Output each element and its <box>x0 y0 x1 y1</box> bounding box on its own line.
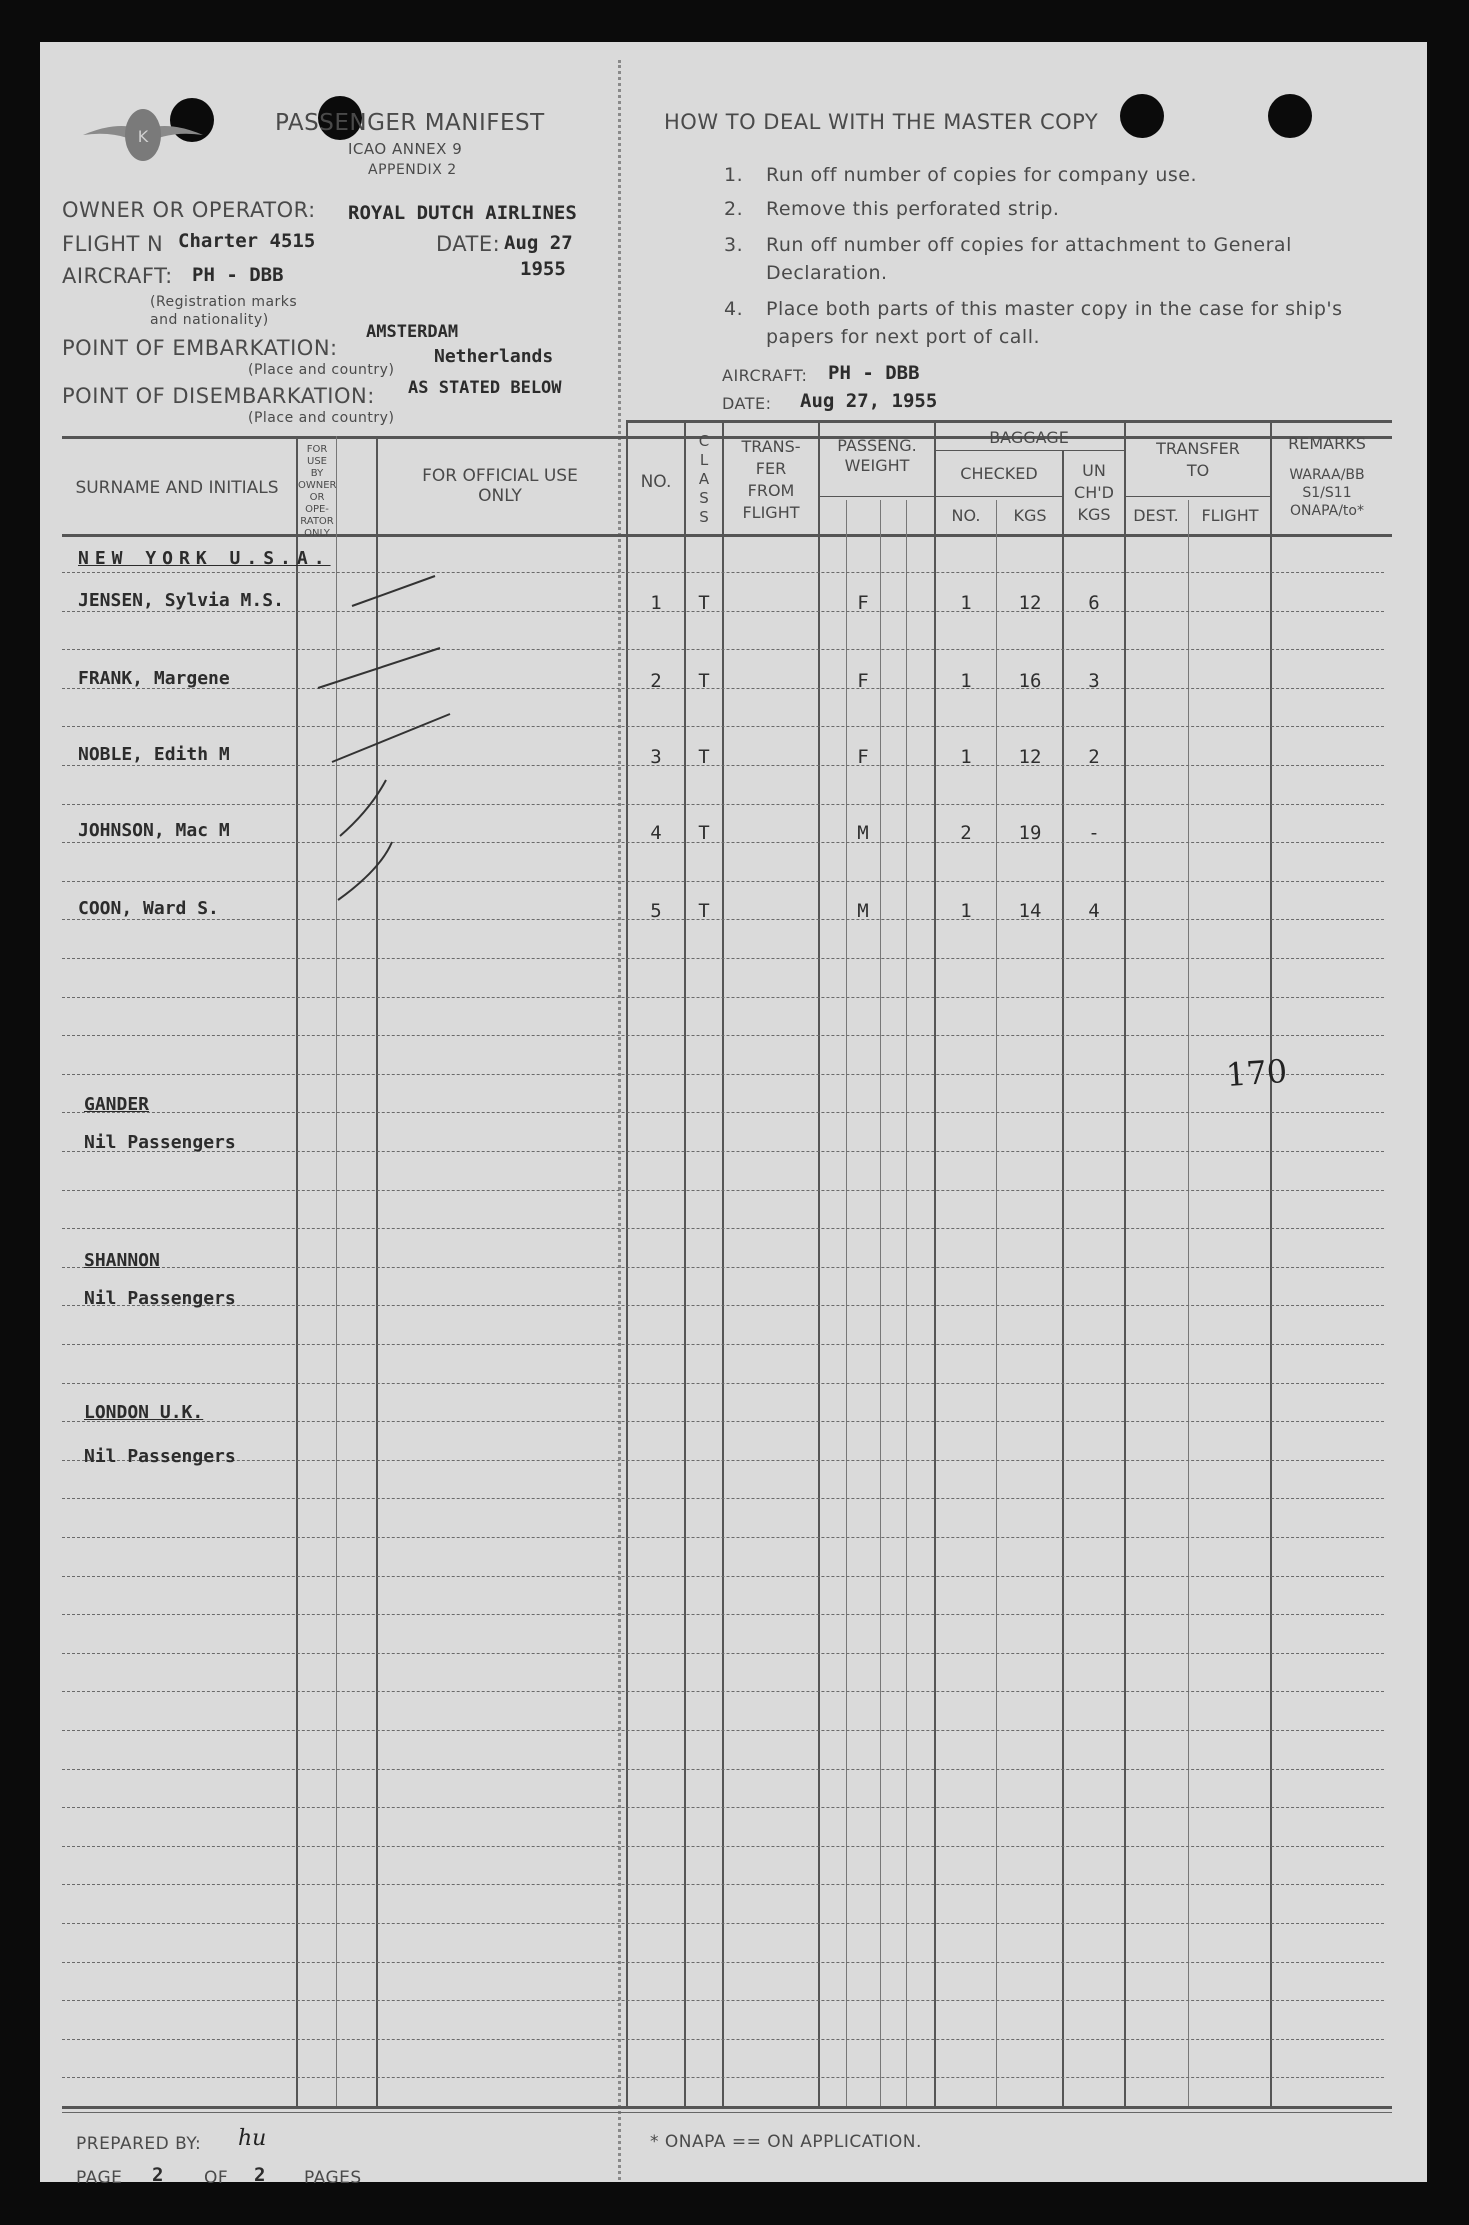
header-subrule <box>1124 496 1270 497</box>
prepared-label: PREPARED BY: <box>76 2134 202 2154</box>
row-rule <box>62 997 1384 998</box>
row-rule <box>62 1228 1384 1229</box>
col-header-line: S1/S11 <box>1302 485 1352 501</box>
row-rule <box>62 611 1384 612</box>
unchecked-kgs: - <box>1088 822 1100 844</box>
row-rule <box>62 1344 1384 1345</box>
col-header-line: BY <box>310 468 324 479</box>
col-header-line: TRANSFER <box>1156 439 1240 458</box>
page-value: 2 <box>152 2164 164 2186</box>
pages-label: PAGES <box>304 2168 362 2188</box>
passenger-class: T <box>698 822 710 844</box>
col-header-line: TRANS- <box>741 437 801 456</box>
col-header-remarks-codes <box>1272 466 1382 520</box>
instr-date-value: Aug 27, 1955 <box>800 390 938 412</box>
passenger-weight: F <box>857 670 869 692</box>
col-header-line: UN <box>1082 461 1106 480</box>
embark-value-1: AMSTERDAM <box>366 322 459 342</box>
instruction-text: Remove this perforated strip. <box>766 198 1060 220</box>
col-header-bag-kgs: KGS <box>1013 506 1047 525</box>
instruction-num: 3. <box>724 234 744 256</box>
row-rule <box>62 1383 1384 1384</box>
col-header-line: FLIGHT <box>742 503 800 522</box>
col-divider <box>722 420 724 2106</box>
shannon-nil: Nil Passengers <box>84 1288 236 1309</box>
baggage-count: 1 <box>960 670 972 692</box>
prepared-value: hu <box>238 2126 267 2151</box>
header-subrule <box>818 496 934 497</box>
baggage-kgs: 12 <box>1018 592 1042 614</box>
row-rule <box>62 1576 1384 1577</box>
table-header-rule <box>62 534 1392 537</box>
place-note-2: (Place and country) <box>248 410 395 426</box>
col-header-line: ONAPA/to* <box>1290 503 1364 519</box>
col-divider <box>296 436 298 2106</box>
passenger-class: T <box>698 900 710 922</box>
header-subrule <box>626 420 1392 423</box>
aircraft-label: AIRCRAFT: <box>62 264 173 288</box>
manifest-title: PASSENGER MANIFEST <box>275 110 545 136</box>
reg-note-2: and nationality) <box>150 312 269 328</box>
col-header-no: NO. <box>640 472 672 492</box>
baggage-count: 1 <box>960 746 972 768</box>
punch-hole <box>1120 94 1164 138</box>
row-rule <box>62 2039 1384 2040</box>
passenger-no: 4 <box>650 822 662 844</box>
passenger-no: 5 <box>650 900 662 922</box>
row-rule <box>62 958 1384 959</box>
of-value: 2 <box>254 2164 266 2186</box>
col-divider <box>996 500 997 2106</box>
col-divider <box>846 500 847 2106</box>
row-rule <box>62 1614 1384 1615</box>
row-rule <box>62 1421 1384 1422</box>
instr-aircraft-label: AIRCRAFT: <box>722 366 808 385</box>
col-header-line: WARAA/BB <box>1289 467 1365 483</box>
col-header-official <box>378 466 622 506</box>
col-divider <box>1062 450 1064 2106</box>
row-rule <box>62 804 1384 805</box>
instruction-text: Run off number of copies for company use. <box>766 164 1198 186</box>
col-divider <box>906 500 907 2106</box>
col-divider <box>1270 420 1272 2106</box>
row-rule <box>62 1305 1384 1306</box>
baggage-kgs: 14 <box>1018 900 1042 922</box>
col-header-transfer-to <box>1126 438 1270 482</box>
row-rule <box>62 881 1384 882</box>
disembark-value: AS STATED BELOW <box>408 378 562 398</box>
passenger-no: 1 <box>650 592 662 614</box>
passenger-weight: M <box>857 900 869 922</box>
passenger-class: T <box>698 746 710 768</box>
embark-label: POINT OF EMBARKATION: <box>62 336 338 360</box>
col-header-line: FER <box>755 459 787 478</box>
row-rule <box>62 649 1384 650</box>
london-nil: Nil Passengers <box>84 1446 236 1467</box>
baggage-count: 2 <box>960 822 972 844</box>
passenger-name: FRANK, Margene <box>78 668 230 689</box>
icao-annex: ICAO ANNEX 9 <box>348 140 463 158</box>
col-header-checked: CHECKED <box>960 464 1038 483</box>
col-header-line: L <box>699 451 709 469</box>
section-newyork: NEW YORK U.S.A. <box>78 548 331 569</box>
col-header-weight <box>820 436 934 476</box>
instructions-title: HOW TO DEAL WITH THE MASTER COPY <box>664 110 1099 134</box>
section-gander: GANDER <box>84 1094 150 1115</box>
unchecked-kgs: 4 <box>1088 900 1100 922</box>
baggage-kgs: 19 <box>1018 822 1042 844</box>
instr-aircraft-value: PH - DBB <box>828 362 920 384</box>
svg-text:K: K <box>137 127 149 146</box>
col-header-line: FOR USE <box>306 444 328 467</box>
of-label: OF <box>204 2168 229 2188</box>
instruction-text: papers for next port of call. <box>766 326 1041 348</box>
col-header-line: ONLY <box>304 528 330 539</box>
page-label: PAGE <box>76 2168 123 2188</box>
flight-value: Charter 4515 <box>178 230 316 252</box>
instr-date-label: DATE: <box>722 394 772 413</box>
unchecked-kgs: 3 <box>1088 670 1100 692</box>
col-header-transfer-from <box>724 436 818 524</box>
owner-label: OWNER OR OPERATOR: <box>62 198 316 222</box>
baggage-count: 1 <box>960 900 972 922</box>
row-rule <box>62 1151 1384 1152</box>
gander-nil: Nil Passengers <box>84 1132 236 1153</box>
instruction-num: 2. <box>724 198 744 220</box>
col-header-line: S <box>699 489 709 507</box>
flight-label: FLIGHT N <box>62 232 164 256</box>
header-subrule <box>934 450 1124 451</box>
col-divider <box>1188 500 1189 2106</box>
embark-value-2: Netherlands <box>434 346 554 367</box>
unchecked-kgs: 6 <box>1088 592 1100 614</box>
passenger-weight: M <box>857 822 869 844</box>
aircraft-value: PH - DBB <box>192 264 284 286</box>
date-label: DATE: <box>436 232 501 256</box>
row-rule <box>62 688 1384 689</box>
row-rule <box>62 1537 1384 1538</box>
perforation-line <box>618 60 621 2180</box>
owner-value: ROYAL DUTCH AIRLINES <box>348 202 577 224</box>
row-rule <box>62 919 1384 920</box>
disembark-label: POINT OF DISEMBARKATION: <box>62 384 375 408</box>
row-rule <box>62 1460 1384 1461</box>
col-header-line: TO <box>1186 461 1210 480</box>
baggage-count: 1 <box>960 592 972 614</box>
unchecked-kgs: 2 <box>1088 746 1100 768</box>
row-rule <box>62 1653 1384 1654</box>
instruction-text: Place both parts of this master copy in the case for ship's <box>766 298 1343 320</box>
row-rule <box>62 765 1384 766</box>
passenger-class: T <box>698 670 710 692</box>
passenger-weight: F <box>857 592 869 614</box>
passenger-name: COON, Ward S. <box>78 898 219 919</box>
row-rule <box>62 2077 1384 2078</box>
appendix: APPENDIX 2 <box>368 162 457 178</box>
passenger-no: 2 <box>650 670 662 692</box>
row-rule <box>62 1267 1384 1268</box>
col-header-baggage: BAGGAGE <box>989 428 1069 447</box>
onapa-note: * ONAPA == ON APPLICATION. <box>650 2132 922 2152</box>
baggage-kgs: 12 <box>1018 746 1042 768</box>
footer-rule <box>62 2112 1392 2113</box>
col-header-line: S <box>699 508 709 526</box>
col-header-line: RATOR <box>300 516 334 527</box>
section-shannon: SHANNON <box>84 1250 160 1271</box>
col-header-line: FROM <box>747 481 795 500</box>
col-header-owner-use <box>298 444 336 540</box>
section-london: LONDON U.K. <box>84 1402 204 1423</box>
date-value-1: Aug 27 <box>504 232 573 254</box>
check-marks <box>300 570 480 910</box>
col-header-bag-no: NO. <box>951 506 981 525</box>
col-header-line: WEIGHT <box>844 456 910 475</box>
col-header-line: OWNER <box>298 480 337 491</box>
row-rule <box>62 1112 1384 1113</box>
instruction-text: Run off number off copies for attachment to General <box>766 234 1292 256</box>
col-header-line: PASSENG. <box>837 436 917 455</box>
row-rule <box>62 1923 1384 1924</box>
col-header-line: KGS <box>1077 505 1111 524</box>
header-subrule <box>934 496 1062 497</box>
row-rule <box>62 572 1384 573</box>
col-header-remarks: REMARKS <box>1288 434 1366 453</box>
instruction-num: 4. <box>724 298 744 320</box>
punch-hole <box>1268 94 1312 138</box>
row-rule <box>62 726 1384 727</box>
row-rule <box>62 1035 1384 1036</box>
col-header-unchecked <box>1064 460 1124 526</box>
col-header-surname: SURNAME AND INITIALS <box>75 478 279 498</box>
col-header-line: A <box>698 470 710 488</box>
col-header-dest: DEST. <box>1133 506 1179 525</box>
col-divider <box>880 500 881 2106</box>
col-header-line: ONLY <box>478 486 522 506</box>
col-header-line: C <box>698 432 710 450</box>
row-rule <box>62 842 1384 843</box>
passenger-weight: F <box>857 746 869 768</box>
table-bottom-rule <box>62 2106 1392 2109</box>
baggage-kgs: 16 <box>1018 670 1042 692</box>
handwritten-annotation: 170 <box>1224 1051 1289 1095</box>
row-rule <box>62 1769 1384 1770</box>
row-rule <box>62 1884 1384 1885</box>
row-rule <box>62 1498 1384 1499</box>
row-rule <box>62 2000 1384 2001</box>
place-note: (Place and country) <box>248 362 395 378</box>
col-header-line: CH'D <box>1074 483 1114 502</box>
row-rule <box>62 1730 1384 1731</box>
klm-logo <box>78 100 208 170</box>
date-value-2: 1955 <box>520 258 566 280</box>
col-header-line: FOR OFFICIAL USE <box>422 466 578 486</box>
row-rule <box>62 1807 1384 1808</box>
row-rule <box>62 1074 1384 1075</box>
passenger-name: NOBLE, Edith M <box>78 744 230 765</box>
col-header-flight: FLIGHT <box>1201 506 1259 525</box>
row-rule <box>62 1190 1384 1191</box>
passenger-name: JENSEN, Sylvia M.S. <box>78 590 284 611</box>
passenger-no: 3 <box>650 746 662 768</box>
col-header-line: OR OPE- <box>305 492 329 515</box>
instruction-num: 1. <box>724 164 744 186</box>
passenger-class: T <box>698 592 710 614</box>
passenger-name: JOHNSON, Mac M <box>78 820 230 841</box>
col-divider <box>1124 420 1126 2106</box>
row-rule <box>62 1846 1384 1847</box>
col-header-class <box>686 432 722 527</box>
row-rule <box>62 1962 1384 1963</box>
instruction-text: Declaration. <box>766 262 888 284</box>
row-rule <box>62 1691 1384 1692</box>
col-divider <box>818 420 820 2106</box>
reg-note-1: (Registration marks <box>150 294 298 310</box>
